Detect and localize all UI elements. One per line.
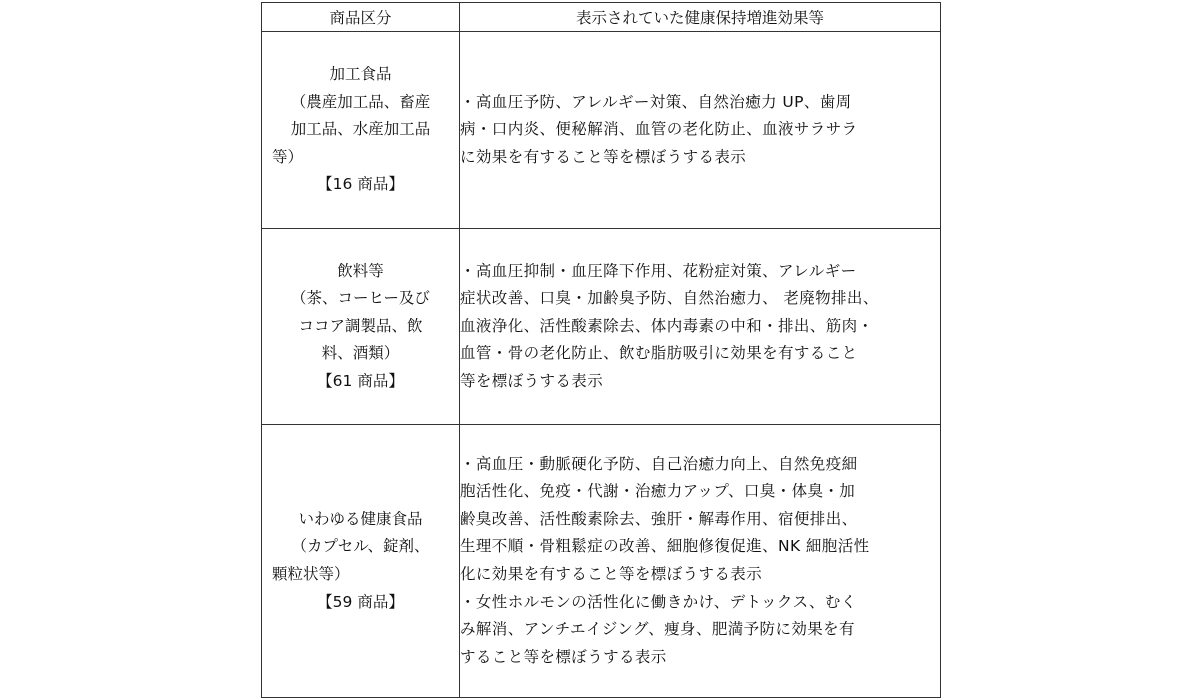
- effect-line: ・女性ホルモンの活性化に働きかけ、デトックス、むく: [460, 592, 857, 611]
- effect-line: 生理不順・骨粗鬆症の改善、細胞修復促進、NK 細胞活性: [460, 537, 870, 556]
- category-line: （カプセル、錠剤、: [291, 537, 430, 556]
- table-row-health-foods: [262, 425, 941, 698]
- effects-table: [261, 2, 941, 698]
- effects-cell: [460, 32, 941, 229]
- category-line: いわゆる健康食品: [298, 509, 423, 528]
- effect-line: ・高血圧予防、アレルギー対策、自然治癒力 UP、歯周: [460, 92, 852, 111]
- header-displayed-effects: 表示されていた健康保持増進効果等: [460, 3, 941, 32]
- effect-line: ・高血圧抑制・血圧降下作用、花粉症対策、アレルギー: [460, 261, 857, 280]
- category-line: 加工食品: [329, 65, 392, 84]
- effect-line: 病・口内炎、便秘解消、血管の老化防止、血液サラサラ: [460, 120, 858, 139]
- product-count: 【61 商品】: [317, 371, 404, 390]
- product-count: 【16 商品】: [317, 175, 404, 194]
- effect-line: 齢臭改善、活性酸素除去、強肝・解毒作用、宿便排出、: [460, 509, 858, 528]
- category-cell: [262, 425, 460, 698]
- category-line: ココア調製品、飲: [298, 316, 423, 335]
- category-line: 料、酒類）: [321, 344, 400, 363]
- effect-line: ・高血圧・動脈硬化予防、自己治癒力向上、自然免疫細: [460, 454, 858, 473]
- table-row-beverages: [262, 229, 941, 425]
- header-row: [262, 3, 941, 32]
- category-line: （茶、コーヒー及び: [291, 289, 430, 308]
- category-line: （農産加工品、畜産: [290, 92, 431, 111]
- effect-line: 血管・骨の老化防止、飲む脂肪吸引に効果を有すること: [460, 344, 858, 363]
- effect-line: 等を標ぼうする表示: [460, 371, 604, 390]
- header-product-category: 商品区分: [262, 3, 460, 32]
- effect-line: 化に効果を有すること等を標ぼうする表示: [460, 565, 763, 583]
- category-cell: [262, 229, 460, 425]
- effect-line: 症状改善、口臭・加齢臭予防、自然治癒力、 老廃物排出、: [460, 289, 879, 308]
- category-line: 顆粒状等）: [272, 565, 350, 583]
- effect-line: み解消、アンチエイジング、痩身、肥満予防に効果を有: [460, 620, 855, 639]
- effects-cell: [460, 229, 941, 425]
- category-line: 飲料等: [337, 261, 384, 280]
- effect-line: に効果を有すること等を標ぼうする表示: [460, 147, 747, 166]
- effect-line: 胞活性化、免疫・代謝・治癒力アップ、口臭・体臭・加: [460, 482, 856, 501]
- effects-cell: [460, 425, 941, 698]
- effect-line: 血液浄化、活性酸素除去、体内毒素の中和・排出、筋肉・: [460, 316, 874, 335]
- category-line: 等）: [272, 147, 304, 166]
- table-row-processed-foods: [262, 32, 941, 229]
- category-cell: [262, 32, 460, 229]
- category-line: 加工品、水産加工品: [290, 120, 431, 139]
- effect-line: すること等を標ぼうする表示: [460, 647, 667, 666]
- product-count: 【59 商品】: [317, 592, 404, 611]
